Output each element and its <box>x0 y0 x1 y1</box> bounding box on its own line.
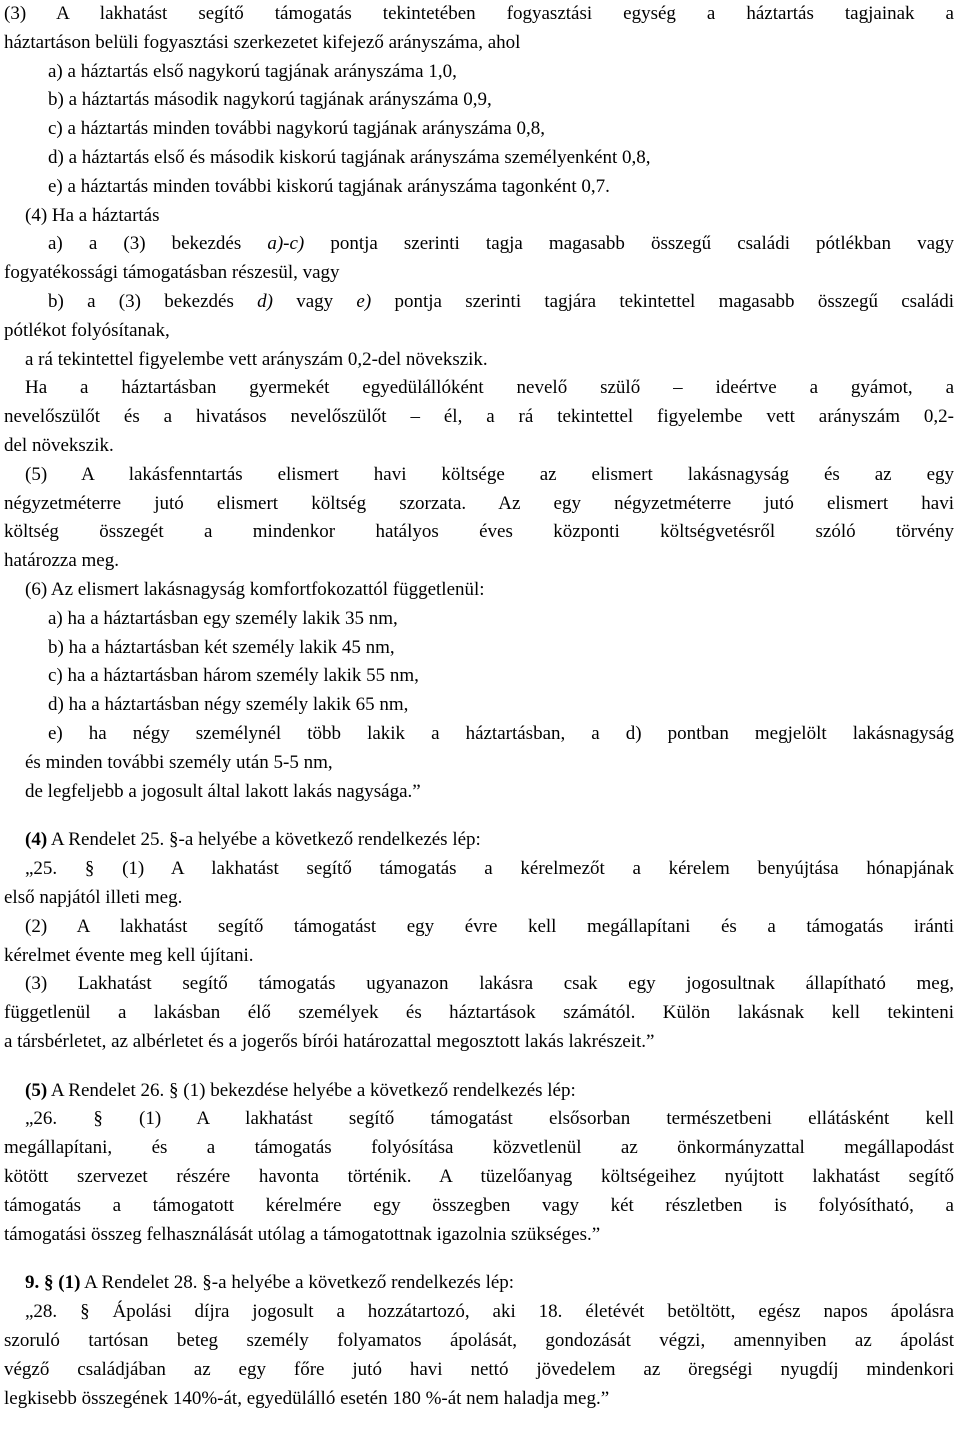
text-line: „28. § Ápolási díjra jogosult a hozzátartozó, aki 18. életévét betöltött, egész napos ápolásra <box>25 1301 954 1323</box>
text-line: szoruló tartósan beteg személy folyamatos ápolását, gondozását végzi, amennyiben az ápolást <box>4 1330 954 1352</box>
text-line: végző családjában az egy főre jutó havi nettó jövedelem az öregségi nyugdíj mindenkori <box>4 1358 954 1380</box>
text-run: A Rendelet 28. §-a helyébe a következő rendelkezés lép: <box>80 1272 515 1294</box>
text-line: legkisebb összegének 140%-át, egyedülálló esetén 180 %-át nem haladja meg.” <box>4 1387 610 1409</box>
list-item <box>4 230 954 259</box>
italic-ref: a)-c) <box>267 233 305 255</box>
amendment-number: (4) <box>25 829 48 851</box>
list-item: d) ha a háztartásban négy személy lakik 65 nm, <box>48 694 409 716</box>
list-item: c) a háztartás minden további nagykorú tagjának arányszáma 0,8, <box>48 118 545 140</box>
amendment-4 <box>4 826 954 1056</box>
text-line: a társbérletet, az albérletet és a jogerős bírói határozattal megosztott lakás lakrészeit.” <box>4 1030 655 1052</box>
text-line: del növekszik. <box>4 434 114 456</box>
text-line: pótlékot folyósítanak, <box>4 319 170 341</box>
text-run: pontja szerinti tagjára tekintettel magasabb összegű családi <box>371 290 954 312</box>
text-line: (6) Az elismert lakásnagyság komfortfokozattól függetlenül: <box>25 578 485 600</box>
italic-ref: e) <box>356 290 372 312</box>
list-item: a) ha a háztartásban egy személy lakik 35 nm, <box>48 607 398 629</box>
text-line: (4) Ha a háztartás <box>25 204 160 226</box>
text-line: fogyatékossági támogatásban részesül, vagy <box>4 262 340 284</box>
list-item: a) a háztartás első nagykorú tagjának arányszáma 1,0, <box>48 60 457 82</box>
paragraph-6 <box>4 576 954 806</box>
text-line: Ha a háztartásban gyermekét egyedülállóként nevelő szülő – ideértve a gyámot, a <box>25 377 954 399</box>
text-line: költség összegét a mindenkor hatályos éves központi költségvetésről szóló törvény <box>4 521 954 543</box>
text-run: b) a (3) bekezdés <box>48 290 258 312</box>
amendment-5 <box>4 1077 954 1250</box>
list-item: d) a háztartás első és második kiskorú tagjának arányszáma személyenként 0,8, <box>48 146 651 168</box>
text-line: és minden további személy után 5-5 nm, <box>25 751 333 773</box>
text-line: (3) A lakhatást segítő támogatás tekintetében fogyasztási egység a háztartás tagjainak a <box>4 3 954 24</box>
text-line: kérelmet évente meg kell újítani. <box>4 944 254 966</box>
amendment-heading <box>4 1077 954 1106</box>
text-line: támogatási összeg felhasználását utólag a támogatottnak igazolnia szükséges.” <box>4 1223 601 1245</box>
text-line: (2) A lakhatást segítő támogatást egy évre kell megállapítani és a támogatás iránti <box>25 915 954 937</box>
text-run: pontja szerinti tagja magasabb összegű családi pótlékban vagy <box>304 233 954 255</box>
text-run: A Rendelet 26. § (1) bekezdése helyébe a következő rendelkezés lép: <box>47 1079 576 1101</box>
text-line: (3) Lakhatást segítő támogatás ugyanazon lakásra csak egy jogosultnak állapítható meg, <box>25 973 954 995</box>
list-item: b) ha a háztartásban két személy lakik 45 nm, <box>48 636 395 658</box>
amendment-number: (5) <box>25 1079 48 1101</box>
text-run: a) a (3) bekezdés <box>48 233 268 255</box>
paragraph-4 <box>4 202 954 461</box>
italic-ref: d) <box>257 290 273 312</box>
list-item <box>4 288 954 317</box>
text-run: A Rendelet 25. §-a helyébe a következő rendelkezés lép: <box>47 829 481 851</box>
text-line: első napjától illeti meg. <box>4 886 183 908</box>
text-line: támogatás a támogatott kérelmére egy összegben vagy két részletben is folyósítható, a <box>4 1194 954 1216</box>
text-line: „26. § (1) A lakhatást segítő támogatást elsősorban természetbeni ellátásként kell <box>25 1108 954 1130</box>
text-line: megállapítani, és a támogatás folyósítása közvetlenül az önkormányzattal megállapodást <box>4 1137 954 1159</box>
paragraph-5 <box>4 461 954 576</box>
list-item: b) a háztartás második nagykorú tagjának arányszáma 0,9, <box>48 89 492 111</box>
text-line: függetlenül a lakásban élő személyek és háztartások számától. Külön lakásnak kell tekinteni <box>4 1002 954 1024</box>
text-line: (5) A lakásfenntartás elismert havi költsége az elismert lakásnagyság és az egy <box>25 463 954 485</box>
text-line: de legfeljebb a jogosult által lakott lakás nagysága.” <box>25 780 421 802</box>
text-run: vagy <box>272 290 357 312</box>
text-line: kötött szervezet részére havonta történik. A tüzelőanyag költségeihez nyújtott lakhatást segítő <box>4 1166 954 1188</box>
section-9 <box>4 1269 954 1413</box>
list-item: c) ha a háztartásban három személy lakik 55 nm, <box>48 665 419 687</box>
text-line: nevelőszülőt és a hivatásos nevelőszülőt – él, a rá tekintettel figyelembe vett arányszám 0,2- <box>4 406 954 428</box>
text-line: háztartáson belüli fogyasztási szerkezetet kifejező arányszáma, ahol <box>4 31 521 53</box>
text-line: „25. § (1) A lakhatást segítő támogatás a kérelmezőt a kérelem benyújtása hónapjának <box>25 858 954 880</box>
text-line: határozza meg. <box>4 550 119 572</box>
text-line: a rá tekintettel figyelembe vett arányszám 0,2-del növekszik. <box>25 348 488 370</box>
list-item: e) a háztartás minden további kiskorú tagjának arányszáma tagonként 0,7. <box>48 175 610 197</box>
paragraph-3 <box>4 0 954 202</box>
amendment-heading <box>4 826 954 855</box>
amendment-number: 9. § (1) <box>25 1272 81 1294</box>
text-line: négyzetméterre jutó elismert költség szorzata. Az egy négyzetméterre jutó elismert havi <box>4 492 954 514</box>
list-item: e) ha négy személynél több lakik a háztartásban, a d) pontban megjelölt lakásnagyság <box>48 722 954 744</box>
amendment-heading <box>4 1269 954 1298</box>
